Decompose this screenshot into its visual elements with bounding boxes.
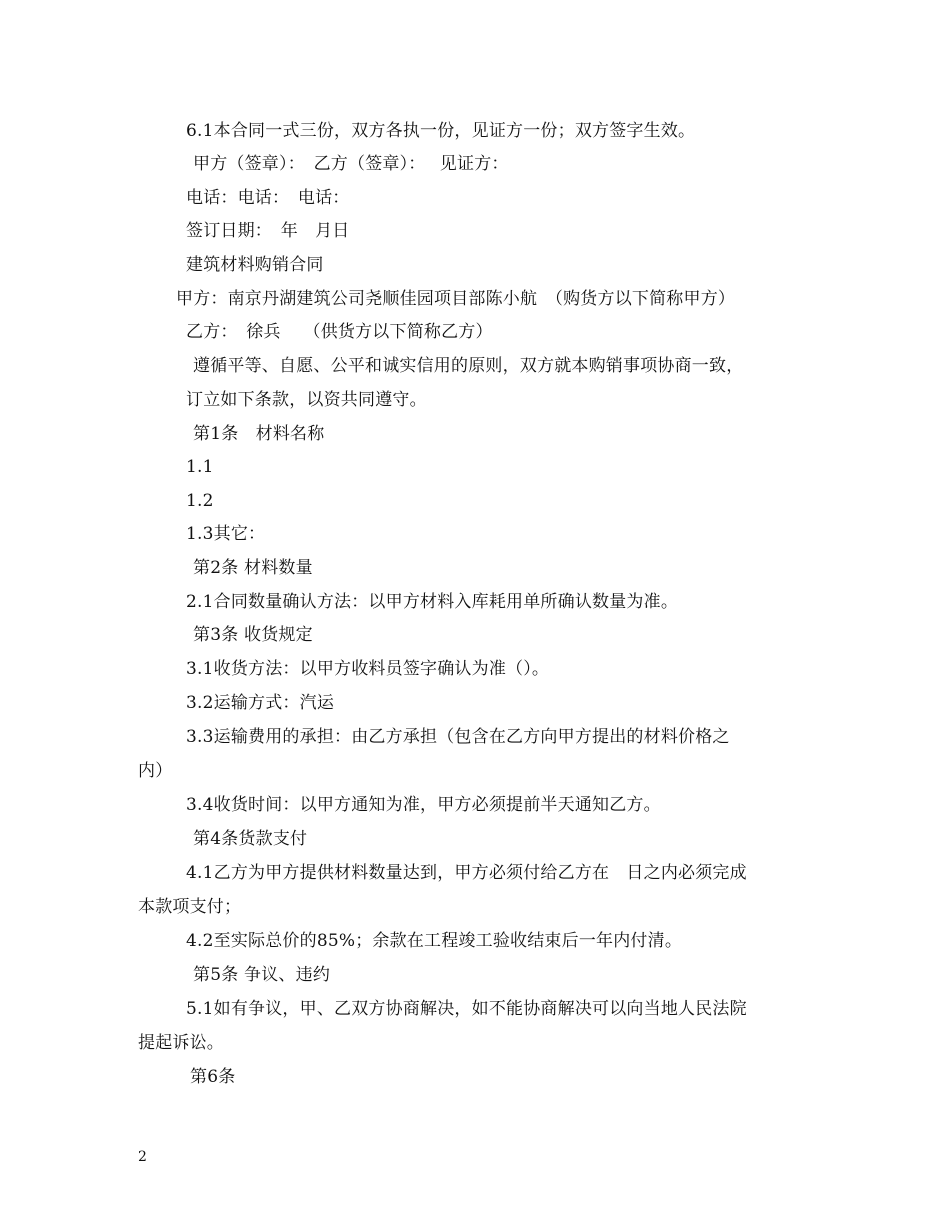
text-line: 3.4收货时间：以甲方通知为准，甲方必须提前半天通知乙方。	[186, 795, 661, 815]
text-line: 电话：电话： 电话：	[186, 188, 350, 208]
page-number: 2	[138, 1149, 147, 1165]
text-line: 5.1如有争议，甲、乙双方协商解决，如不能协商解决可以向当地人民法院	[186, 999, 747, 1019]
text-line: 3.3运输费用的承担：由乙方承担（包含在乙方向甲方提出的材料价格之	[186, 727, 730, 747]
text-line: 3.1收货方法：以甲方收料员签字确认为准（）。	[186, 659, 550, 679]
text-line: 本款项支付；	[138, 897, 242, 917]
text-line: 签订日期： 年 月日	[186, 221, 350, 241]
text-line: 甲方：南京丹湖建筑公司尧顺佳园项目部陈小航 （购货方以下简称甲方）	[176, 289, 736, 309]
text-line: 建筑材料购销合同	[186, 255, 324, 275]
text-line: 第2条 材料数量	[193, 558, 313, 578]
text-line: 1.3其它：	[186, 524, 266, 544]
text-line: 第3条 收货规定	[193, 625, 313, 645]
text-line: 订立如下条款，以资共同遵守。	[186, 390, 427, 410]
text-line: 1.2	[186, 491, 214, 511]
text-line: 内）	[138, 761, 173, 781]
text-line: 第1条 材料名称	[193, 424, 325, 444]
text-line: 4.2至实际总价的85%；余款在工程竣工验收结束后一年内付清。	[186, 931, 683, 951]
text-line: 第5条 争议、违约	[193, 965, 331, 985]
text-line: 3.2运输方式：汽运	[186, 693, 335, 713]
text-line: 提起诉讼。	[138, 1033, 224, 1053]
text-line: 2.1合同数量确认方法：以甲方材料入库耗用单所确认数量为准。	[186, 592, 679, 612]
text-line: 1.1	[186, 457, 214, 477]
text-line: 第6条	[190, 1067, 236, 1087]
text-line: 4.1乙方为甲方提供材料数量达到，甲方必须付给乙方在 日之内必须完成	[186, 863, 747, 883]
text-line: 甲方（签章）： 乙方（签章）： 见证方：	[193, 154, 509, 174]
text-line: 遵循平等、自愿、公平和诚实信用的原则，双方就本购销事项协商一致，	[193, 356, 744, 376]
text-line: 6.1本合同一式三份，双方各执一份，见证方一份；双方签字生效。	[186, 121, 696, 141]
text-line: 第4条货款支付	[193, 829, 308, 849]
text-line: 乙方： 徐兵 （供货方以下简称乙方）	[186, 322, 493, 342]
